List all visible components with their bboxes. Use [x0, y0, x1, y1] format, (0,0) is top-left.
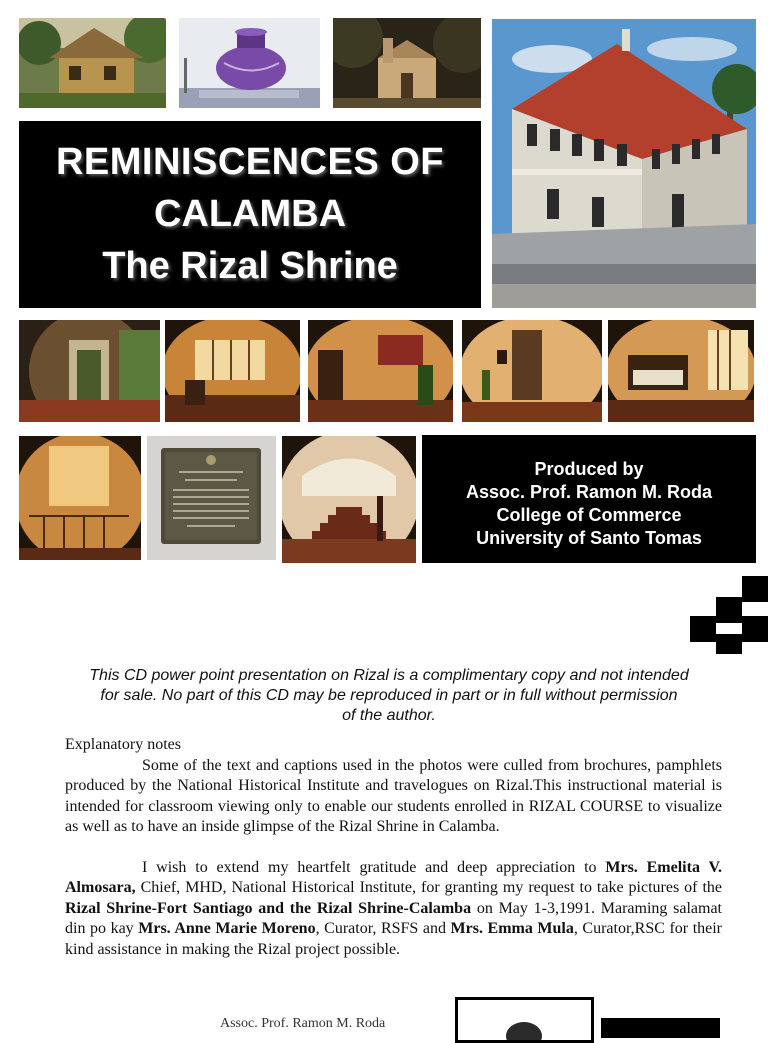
photo-interior-2	[165, 320, 300, 422]
checker-decoration	[690, 576, 768, 654]
photo-bedroom	[608, 320, 754, 422]
photo-nipa-hut	[19, 18, 166, 108]
disclaimer	[58, 666, 720, 726]
photo-staircase	[282, 436, 416, 563]
title-line-3: The Rizal Shrine	[102, 245, 398, 287]
disclaimer-line-1: This CD power point presentation on Rizal is a complimentary copy and not intended	[89, 667, 689, 684]
photo-interior-1	[19, 320, 160, 422]
photo-balcony	[19, 436, 141, 560]
credit-panel	[422, 435, 756, 563]
photo-church	[333, 18, 481, 108]
p2-name-almosara: Mrs. Emelita V. Almosara,	[65, 858, 722, 896]
photo-interior-3	[308, 320, 453, 422]
black-box	[601, 1018, 720, 1038]
p2-name-moreno: Mrs. Anne Marie Moreno	[138, 920, 316, 937]
p2-text-g: , Curator, RSFS and	[315, 920, 451, 937]
credit-line-3: College of Commerce	[496, 505, 682, 525]
signature-line: Assoc. Prof. Ramon M. Roda	[220, 1016, 386, 1031]
p2-text-c: Chief, MHD, National Historical Institute, for granting my request to take pictures of the	[135, 879, 722, 896]
title-line-1: REMINISCENCES OF	[55, 141, 445, 183]
author-portrait	[455, 997, 594, 1043]
photo-plaque	[147, 436, 276, 560]
credit-line-2: Assoc. Prof. Ramon M. Roda	[465, 482, 713, 502]
photo-rizal-shrine-exterior	[492, 19, 756, 308]
photo-interior-4	[462, 320, 602, 422]
p2-shrines: Rizal Shrine-Fort Santiago and the Rizal Shrine-Calamba	[65, 899, 472, 917]
p2-text-a: I wish to extend my heartfelt gratitude and deep appreciation to	[142, 858, 606, 876]
disclaimer-line-2: for sale. No part of this CD may be reproduced in part or in full without permission	[100, 687, 678, 704]
title-panel	[19, 121, 481, 308]
notes-paragraph-2	[65, 858, 722, 961]
notes-heading: Explanatory notes	[65, 736, 181, 753]
disclaimer-line-3: of the author.	[342, 707, 436, 724]
p2-text-e: on May 1-3,1991. Maraming salamat din po kay	[65, 899, 723, 937]
notes-paragraph-1: Some of the text and captions used in the photos were culled from brochures, pamphlets produced by the National Historical Institute and travelogues on Rizal.This instructional material is intended for classroom viewing only to enable our students enrolled in RIZAL COURSE to visualize as well as to have an inside glimpse of the Rizal Shrine in Calamba.	[65, 756, 722, 835]
title-line-2: CALAMBA	[153, 193, 347, 235]
credit-line-4: University of Santo Tomas	[476, 528, 702, 548]
credit-line-1: Produced by	[534, 459, 644, 479]
photo-jar-monument	[179, 18, 320, 108]
p2-name-mula: Mrs. Emma Mula	[450, 920, 574, 937]
explanatory-notes	[65, 735, 722, 960]
p2-text-i: , Curator,RSC for their kind assistance in making the Rizal project possible.	[65, 920, 723, 958]
